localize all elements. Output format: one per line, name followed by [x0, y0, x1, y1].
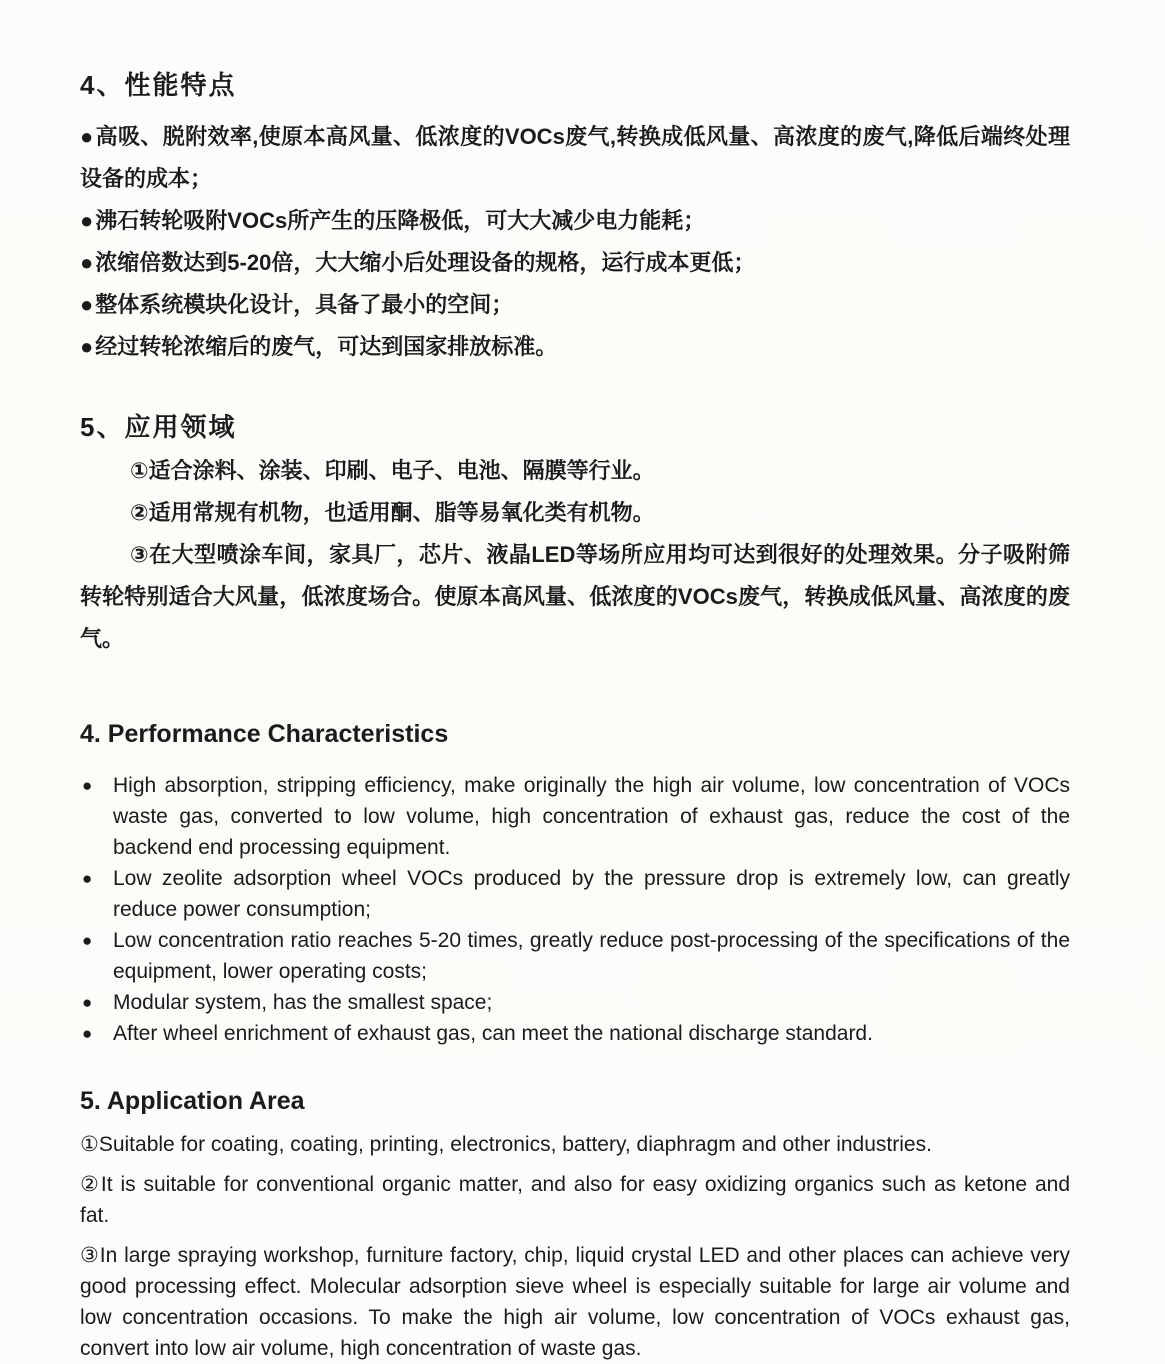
bullet-icon: ● [80, 292, 94, 317]
en-performance-bullet-3-text: Low concentration ratio reaches 5-20 times, greatly reduce post-processing of the specifications of the equipment, lower operating costs; [113, 929, 1070, 983]
bullet-icon: ● [82, 993, 93, 1012]
bullet-icon: ● [82, 931, 93, 950]
en-performance-bullet-4 [80, 987, 1070, 1018]
en-performance-bullet-4-text: Modular system, has the smallest space; [113, 991, 493, 1014]
cn-performance-bullet-2 [80, 200, 1070, 242]
en-application-item-2: ②It is suitable for conventional organic matter, and also for easy oxidizing organics such as ketone and fat. [80, 1173, 1070, 1227]
cn-performance-bullet-3 [80, 242, 1070, 284]
cn-performance-bullet-2-text: 沸石转轮吸附VOCs所产生的压降极低，可大大减少电力能耗； [95, 208, 706, 233]
cn-performance-bullet-4-text: 整体系统模块化设计，具备了最小的空间； [95, 292, 514, 317]
bullet-icon: ● [80, 208, 94, 233]
en-performance-bullet-5 [80, 1018, 1070, 1049]
bullet-icon: ● [82, 869, 93, 888]
bullet-icon: ● [80, 124, 94, 149]
cn-application-item-3: ③在大型喷涂车间，家具厂，芯片、液晶LED等场所应用均可达到很好的处理效果。分子吸附筛转轮特别适合大风量，低浓度场合。使原本高风量、低浓度的VOCs废气，转换成低风量、高浓度的废气。 [80, 542, 1070, 651]
bullet-icon: ● [80, 250, 94, 275]
cn-performance-heading: 4、性能特点 [80, 70, 237, 100]
en-performance-bullet-2-text: Low zeolite adsorption wheel VOCs produced by the pressure drop is extremely low, can greatly reduce power consumption; [113, 867, 1070, 921]
bullet-icon: ● [82, 1024, 93, 1043]
en-performance-bullet-3 [80, 925, 1070, 987]
section-cn-application [80, 412, 1070, 660]
cn-application-item-2: ②适用常规有机物，也适用酮、脂等易氧化类有机物。 [130, 500, 655, 525]
cn-application-heading: 5、应用领域 [80, 412, 237, 442]
cn-performance-bullet-3-text: 浓缩倍数达到5-20倍，大大缩小后处理设备的规格，运行成本更低； [95, 250, 756, 275]
en-application-heading: 5. Application Area [80, 1087, 305, 1115]
en-performance-heading: 4. Performance Characteristics [80, 720, 449, 748]
en-performance-bullet-5-text: After wheel enrichment of exhaust gas, can meet the national discharge standard. [113, 1022, 873, 1045]
cn-application-item-1: ①适合涂料、涂装、印刷、电子、电池、隔膜等行业。 [130, 458, 655, 483]
cn-performance-bullet-1-text: 高吸、脱附效率,使原本高风量、低浓度的VOCs废气,转换成低风量、高浓度的废气,降低后端终处理设备的成本； [80, 124, 1071, 191]
en-application-item-1: ①Suitable for coating, coating, printing, electronics, battery, diaphragm and other industries. [80, 1133, 932, 1156]
en-performance-bullet-1 [80, 770, 1070, 863]
section-en-application [80, 1085, 1070, 1364]
cn-performance-bullet-4 [80, 284, 1070, 326]
bullet-icon: ● [82, 776, 93, 795]
section-cn-performance [80, 70, 1070, 368]
en-application-item-3: ③In large spraying workshop, furniture factory, chip, liquid crystal LED and other places can achieve very good processing effect. Molecular adsorption sieve wheel is especially suitable for large air volume and low concentration occasions. To make the high air volume, low concentration of VOCs exhaust gas, convert into low air volume, high concentration of waste gas. [80, 1244, 1070, 1360]
en-performance-bullet-1-text: High absorption, stripping efficiency, make originally the high air volume, low concentration of VOCs waste gas, converted to low volume, high concentration of exhaust gas, reduce the cost of the backend end processing equipment. [113, 774, 1070, 859]
cn-performance-bullet-5-text: 经过转轮浓缩后的废气，可达到国家排放标准。 [95, 334, 558, 359]
en-performance-bullet-2 [80, 863, 1070, 925]
cn-performance-bullet-5 [80, 326, 1070, 368]
section-en-performance [80, 718, 1070, 1049]
cn-performance-bullet-1 [80, 116, 1070, 200]
bullet-icon: ● [80, 334, 94, 359]
